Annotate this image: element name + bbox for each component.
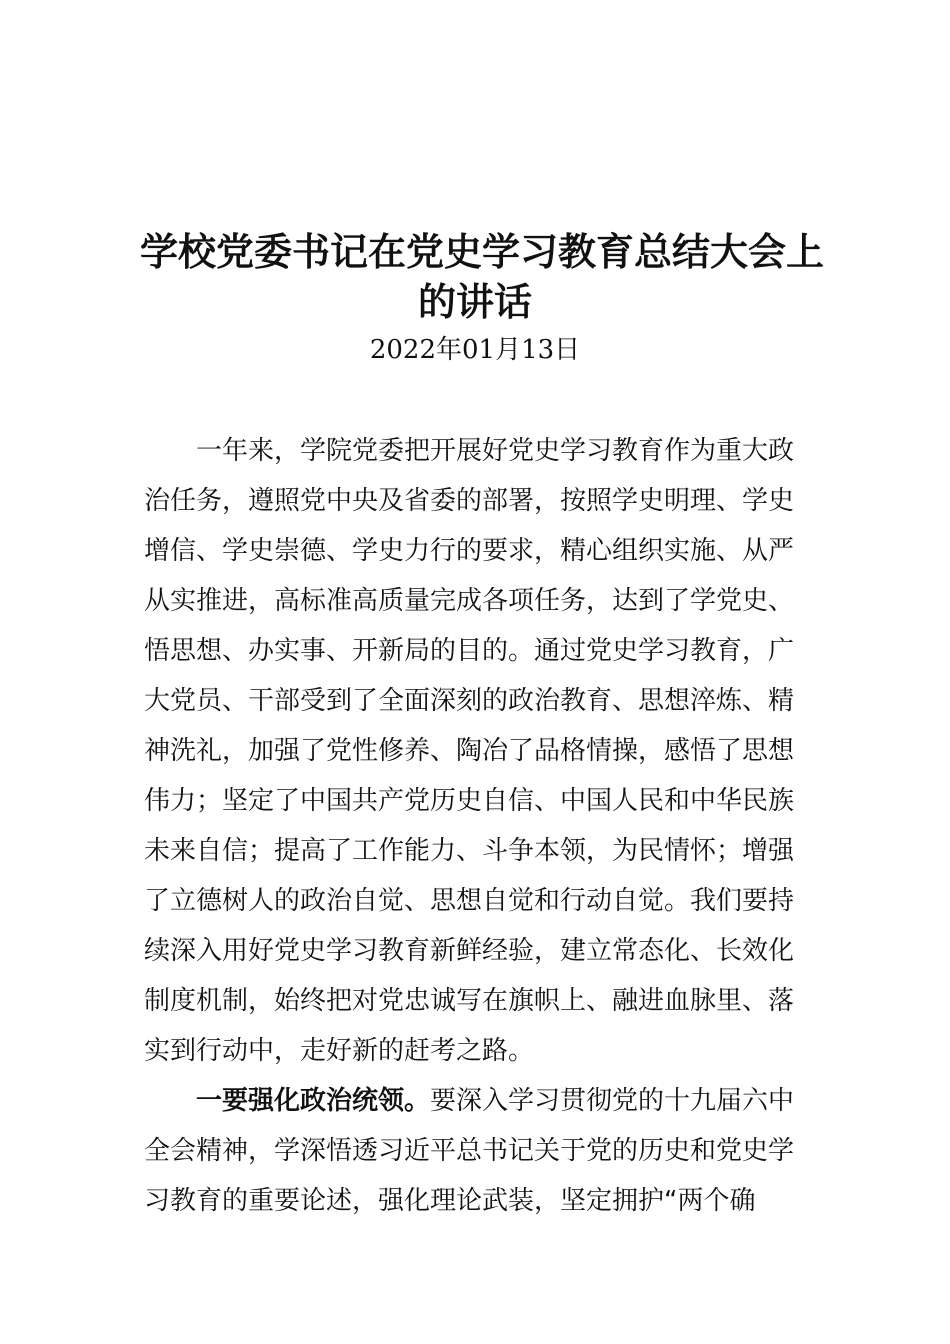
paragraph-line: 一年来，学院党委把开展好党史学习教育作为重大政 <box>196 436 795 466</box>
paragraph-2 <box>144 1076 808 1226</box>
paragraph-line: 实到行动中，走好新的赶考之路。 <box>144 1036 535 1066</box>
paragraph-line: 续深入用好党史学习教育新鲜经验，建立常态化、长效化 <box>144 936 795 966</box>
paragraph-line: 大党员、干部受到了全面深刻的政治教育、思想淬炼、精 <box>144 686 795 716</box>
document-title <box>140 226 825 326</box>
document-date: 2022年01月13日 <box>369 335 581 365</box>
paragraph-line: 悟思想、办实事、开新局的目的。通过党史学习教育，广 <box>144 636 795 666</box>
paragraph-line: 习教育的重要论述，强化理论武装，坚定拥护“两个确 <box>144 1186 756 1216</box>
paragraph-1 <box>144 426 808 1076</box>
title-line-1: 学校党委书记在党史学习教育总结大会上 <box>140 230 825 274</box>
title-line-2: 的讲话 <box>417 280 532 324</box>
paragraph-line: 增信、学史崇德、学史力行的要求，精心组织实施、从严 <box>144 536 795 566</box>
paragraph-line: 制度机制，始终把对党忠诚写在旗帜上、融进血脉里、落 <box>144 986 795 1016</box>
paragraph-line-rest: 要深入学习贯彻党的十九届六中 <box>430 1086 795 1116</box>
paragraph-line: 了立德树人的政治自觉、思想自觉和行动自觉。我们要持 <box>144 886 795 916</box>
paragraph-line: 从实推进，高标准高质量完成各项任务，达到了学党史、 <box>144 586 795 616</box>
paragraph-line: 全会精神，学深悟透习近平总书记关于党的历史和党史学 <box>144 1136 795 1166</box>
section-lead-heading: 一要强化政治统领。 <box>196 1086 431 1116</box>
paragraph-line: 伟力；坚定了中国共产党历史自信、中国人民和中华民族 <box>144 786 795 816</box>
paragraph-line: 治任务，遵照党中央及省委的部署，按照学史明理、学史 <box>144 486 795 516</box>
paragraph-line: 未来自信；提高了工作能力、斗争本领，为民情怀；增强 <box>144 836 795 866</box>
paragraph-line <box>144 1076 808 1126</box>
paragraph-line: 神洗礼，加强了党性修养、陶冶了品格情操，感悟了思想 <box>144 736 795 766</box>
